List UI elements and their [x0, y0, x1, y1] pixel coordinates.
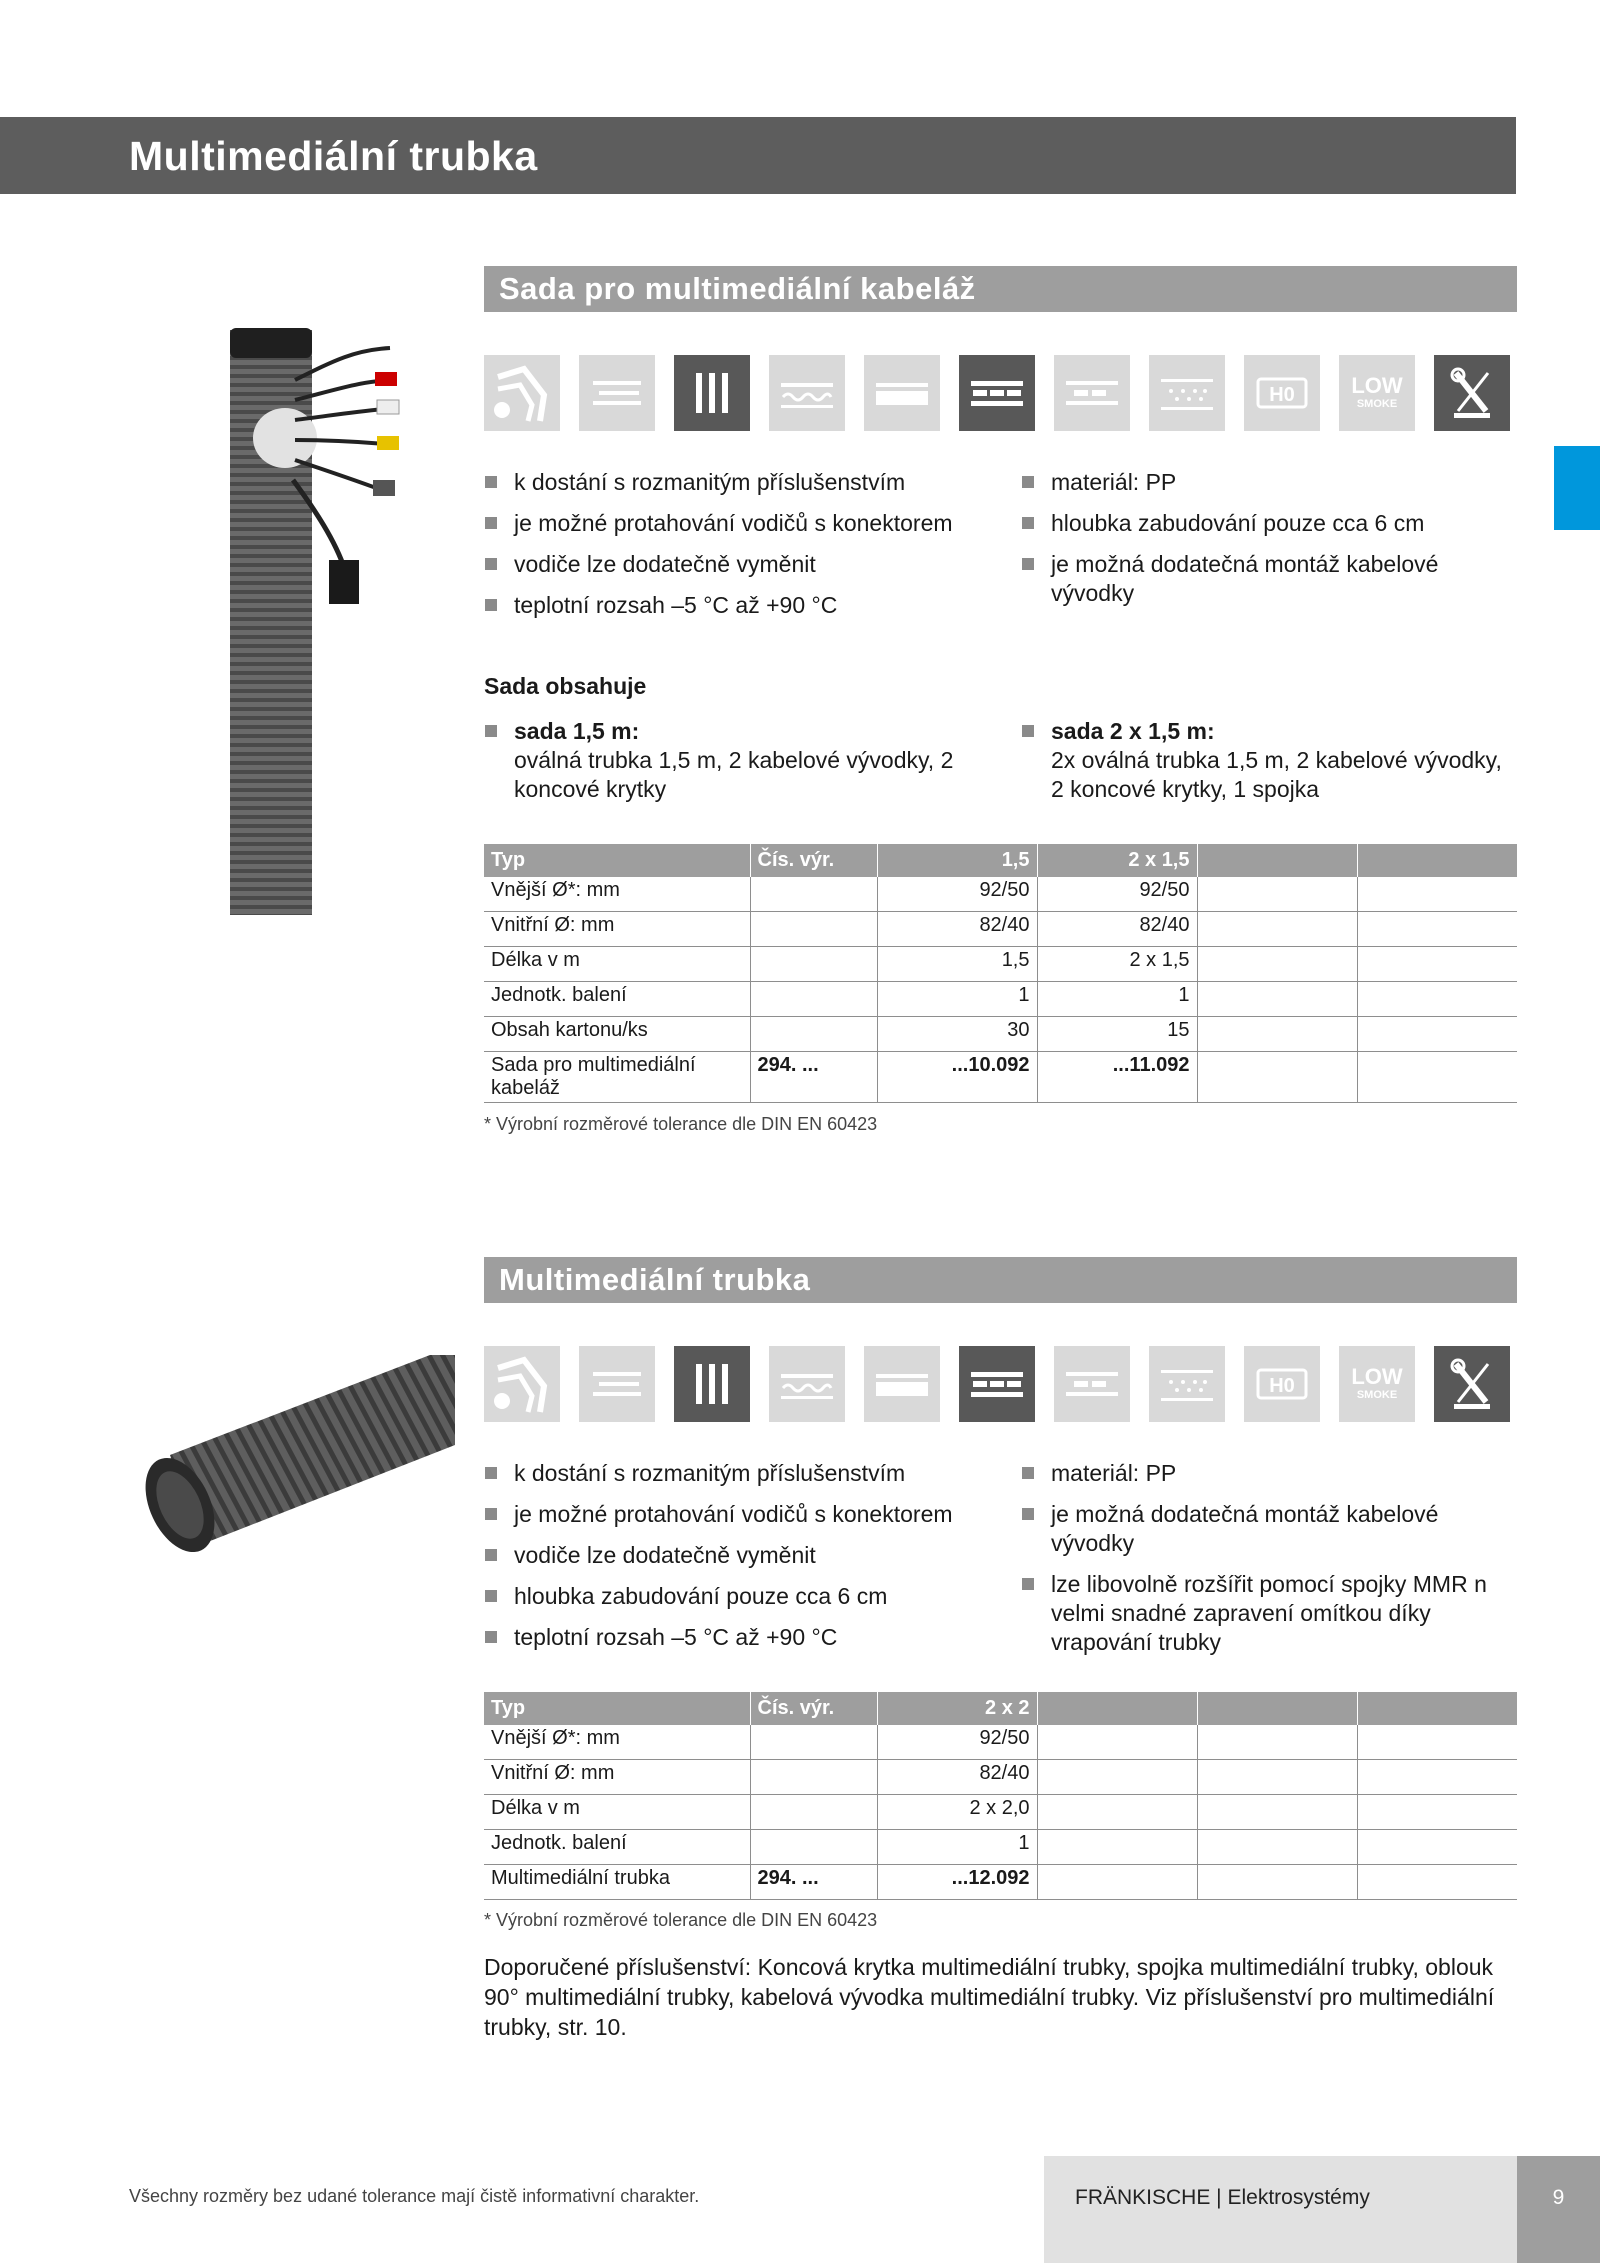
page-title: Multimediální trubka [129, 133, 538, 179]
panel-icon [864, 355, 940, 431]
list-item: hloubka zabudování pouze cca 6 cm [484, 1582, 1004, 1611]
kit-head: sada 1,5 m: [514, 718, 640, 744]
table-cell [1197, 1795, 1357, 1830]
table-header-cell [1357, 1692, 1517, 1725]
table-cell [1037, 1760, 1197, 1795]
table-cell [1357, 947, 1517, 982]
table-row [484, 1760, 1517, 1795]
table-header-cell [1037, 1692, 1197, 1725]
table-cell [750, 1725, 877, 1760]
table-cell: Obsah kartonu/ks [484, 1017, 750, 1052]
table-cell [1357, 912, 1517, 947]
brick-icon [1054, 1346, 1130, 1422]
list-item: materiál: PP [1021, 468, 1516, 497]
table-cell: Vnitřní Ø: mm [484, 912, 750, 947]
concrete-icon [1149, 355, 1225, 431]
no-tool-icon [1434, 1346, 1510, 1422]
spec-table-tube [484, 1692, 1517, 1900]
list-item: je možná dodatečná montáž kabelové vývodky [1021, 1500, 1516, 1558]
table-header-cell: 1,5 [877, 844, 1037, 877]
list-item [484, 717, 1004, 804]
table-header-cell: Typ [484, 844, 750, 877]
table-cell: Vnější Ø*: mm [484, 877, 750, 912]
table-header-cell [1357, 844, 1517, 877]
table-cell [1357, 1795, 1517, 1830]
property-icons-row [484, 355, 1510, 431]
table-cell [1357, 877, 1517, 912]
halogen-free-icon [1244, 1346, 1320, 1422]
sun-heat-icon [484, 1346, 560, 1422]
section-title: Multimediální trubka [499, 1262, 811, 1297]
table-row [484, 1052, 1517, 1103]
product-image-kit [225, 320, 425, 920]
brick-icon [1054, 355, 1130, 431]
kit-text: oválná trubka 1,5 m, 2 kabelové vývodky, 2 koncové krytky [514, 747, 954, 802]
page-number: 9 [1552, 2186, 1565, 2209]
table-cell [1357, 1865, 1517, 1900]
table-cell [750, 912, 877, 947]
table-cell: 1 [877, 1830, 1037, 1865]
table-cell [1197, 877, 1357, 912]
svg-text:H0: H0 [1269, 1375, 1295, 1397]
low-smoke-icon [1339, 355, 1415, 431]
table-cell: Jednotk. balení [484, 982, 750, 1017]
table-cell: Délka v m [484, 1795, 750, 1830]
table-cell: Sada pro multimediální kabeláž [484, 1052, 750, 1103]
tolerance-note: * Výrobní rozměrové tolerance dle DIN EN 60423 [484, 1910, 878, 1930]
spec-table-kit [484, 844, 1517, 1103]
table-header-cell [1197, 1692, 1357, 1725]
kit-text: 2x oválná trubka 1,5 m, 2 kabelové vývodky, 2 koncové krytky, 1 spojka [1051, 747, 1502, 802]
table-cell [750, 982, 877, 1017]
list-item: je možné protahování vodičů s konektorem [484, 1500, 1004, 1529]
table-cell: 82/40 [877, 912, 1037, 947]
concrete-icon [1149, 1346, 1225, 1422]
table-cell: 92/50 [877, 877, 1037, 912]
svg-text:LOW: LOW [1351, 373, 1403, 398]
section-header-tube [484, 1257, 1517, 1303]
feature-list-left [484, 468, 1004, 632]
page-header [0, 117, 1516, 194]
list-item: materiál: PP [1021, 1459, 1516, 1488]
table-cell [1197, 1865, 1357, 1900]
footer-page-box [1517, 2156, 1600, 2263]
table-row [484, 1017, 1517, 1052]
table-cell [750, 877, 877, 912]
wave-icon [769, 355, 845, 431]
table-header-cell: Typ [484, 1692, 750, 1725]
table-row [484, 1830, 1517, 1865]
table-cell [1197, 982, 1357, 1017]
table-cell [750, 1017, 877, 1052]
table-cell: 15 [1037, 1017, 1197, 1052]
list-item: k dostání s rozmanitým příslušenstvím [484, 1459, 1004, 1488]
panel-icon [864, 1346, 940, 1422]
list-item: teplotní rozsah –5 °C až +90 °C [484, 591, 1004, 620]
table-cell: 294. ... [750, 1052, 877, 1103]
wave-icon [769, 1346, 845, 1422]
table-header-cell: 2 x 1,5 [1037, 844, 1197, 877]
list-item: vodiče lze dodatečně vyměnit [484, 1541, 1004, 1570]
table-cell [750, 1795, 877, 1830]
feature-list-right [1021, 1459, 1516, 1669]
table-cell: 82/40 [877, 1760, 1037, 1795]
table-cell: ...10.092 [877, 1052, 1037, 1103]
table-row [484, 1725, 1517, 1760]
table-row [484, 947, 1517, 982]
medium-duty-icon [674, 355, 750, 431]
section-header-kit [484, 266, 1517, 312]
low-smoke-icon [1339, 1346, 1415, 1422]
kit-contents-title: Sada obsahuje [484, 673, 647, 699]
kit-head: sada 2 x 1,5 m: [1051, 718, 1215, 744]
table-cell [1197, 1052, 1357, 1103]
table-cell: Jednotk. balení [484, 1830, 750, 1865]
list-item: teplotní rozsah –5 °C až +90 °C [484, 1623, 1004, 1652]
kit-list-left [484, 717, 1004, 816]
svg-text:SMOKE: SMOKE [1356, 398, 1398, 410]
table-cell [1037, 1725, 1197, 1760]
list-item: k dostání s rozmanitým příslušenstvím [484, 468, 1004, 497]
table-cell: Vnější Ø*: mm [484, 1725, 750, 1760]
table-cell [1357, 1725, 1517, 1760]
footer-brand-box [1044, 2156, 1517, 2263]
table-cell: 92/50 [877, 1725, 1037, 1760]
tolerance-note: * Výrobní rozměrové tolerance dle DIN EN 60423 [484, 1114, 878, 1134]
list-item: je možné protahování vodičů s konektorem [484, 509, 1004, 538]
table-cell [1037, 1795, 1197, 1830]
table-cell: 1 [1037, 982, 1197, 1017]
table-cell [750, 1830, 877, 1865]
footer-disclaimer: Všechny rozměry bez udané tolerance mají čistě informativní charakter. [129, 2186, 700, 2206]
table-row [484, 1865, 1517, 1900]
table-header-row [484, 1692, 1517, 1725]
table-cell [1357, 1052, 1517, 1103]
svg-text:LOW: LOW [1351, 1364, 1403, 1389]
table-cell [1357, 1017, 1517, 1052]
kit-list-right [1021, 717, 1516, 816]
svg-text:SMOKE: SMOKE [1356, 1389, 1398, 1401]
table-cell [1197, 912, 1357, 947]
table-cell [1197, 947, 1357, 982]
table-cell [1357, 1830, 1517, 1865]
table-cell: ...11.092 [1037, 1052, 1197, 1103]
table-cell: ...12.092 [877, 1865, 1037, 1900]
table-cell [1197, 1830, 1357, 1865]
table-cell [1357, 1760, 1517, 1795]
section-title: Sada pro multimediální kabeláž [499, 271, 976, 306]
property-icons-row [484, 1346, 1510, 1422]
sun-heat-icon [484, 355, 560, 431]
table-header-cell: Čís. výr. [750, 1692, 877, 1725]
table-cell [1357, 982, 1517, 1017]
list-item: vodiče lze dodatečně vyměnit [484, 550, 1004, 579]
light-duty-icon [579, 355, 655, 431]
wall-icon [959, 355, 1035, 431]
list-item: hloubka zabudování pouze cca 6 cm [1021, 509, 1516, 538]
list-item: je možná dodatečná montáž kabelové vývodky [1021, 550, 1516, 608]
no-tool-icon [1434, 355, 1510, 431]
table-cell [1197, 1760, 1357, 1795]
light-duty-icon [579, 1346, 655, 1422]
medium-duty-icon [674, 1346, 750, 1422]
table-cell [750, 1760, 877, 1795]
wall-icon [959, 1346, 1035, 1422]
recommended-accessories: Doporučené příslušenství: Koncová krytka multimediální trubky, spojka multimediální trubky, oblouk 90° multimediální trubky, kabelová vývodka multimediální trubky. Viz příslušenství pro multimediální trubky, str. 10. [484, 1954, 1495, 2040]
table-cell [1197, 1017, 1357, 1052]
feature-list-right [1021, 468, 1516, 620]
table-cell: Multimediální trubka [484, 1865, 750, 1900]
table-cell: 2 x 1,5 [1037, 947, 1197, 982]
footer-brand: FRÄNKISCHE | Elektrosystémy [1075, 2186, 1370, 2209]
table-row [484, 877, 1517, 912]
table-header-row [484, 844, 1517, 877]
table-cell [1197, 1725, 1357, 1760]
product-image-tube [130, 1335, 455, 1565]
table-cell: 1 [877, 982, 1037, 1017]
table-header-cell: 2 x 2 [877, 1692, 1037, 1725]
table-row [484, 1795, 1517, 1830]
list-item: lze libovolně rozšířit pomocí spojky MMR n velmi snadné zapravení omítkou díky vrapování trubky [1021, 1570, 1516, 1657]
table-cell: 1,5 [877, 947, 1037, 982]
table-cell: Délka v m [484, 947, 750, 982]
table-row [484, 982, 1517, 1017]
table-row [484, 912, 1517, 947]
table-cell: Vnitřní Ø: mm [484, 1760, 750, 1795]
table-cell: 2 x 2,0 [877, 1795, 1037, 1830]
table-cell [1037, 1830, 1197, 1865]
table-cell: 82/40 [1037, 912, 1197, 947]
table-cell: 294. ... [750, 1865, 877, 1900]
svg-text:H0: H0 [1269, 384, 1295, 406]
list-item [1021, 717, 1516, 804]
table-cell: 30 [877, 1017, 1037, 1052]
table-cell: 92/50 [1037, 877, 1197, 912]
feature-list-left [484, 1459, 1004, 1664]
table-header-cell [1197, 844, 1357, 877]
table-cell [1037, 1865, 1197, 1900]
table-header-cell: Čís. výr. [750, 844, 877, 877]
halogen-free-icon [1244, 355, 1320, 431]
side-tab-marker [1554, 446, 1600, 530]
table-cell [750, 947, 877, 982]
